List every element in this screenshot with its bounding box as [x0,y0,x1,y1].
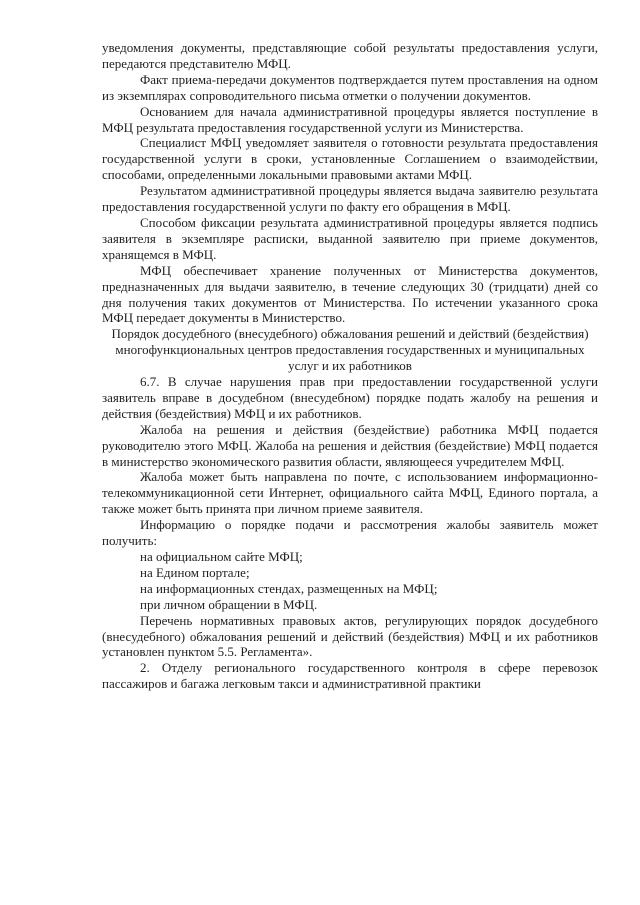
paragraph-complaint-channels: Жалоба может быть направлена по почте, с использованием информационно-телекоммуникационной сети Интернет, официального сайта МФЦ, Единого портала, а также может быть принята при личном приеме заявителя. [102,469,598,517]
paragraph-document-storage: МФЦ обеспечивает хранение полученных от Министерства документов, предназначенных для выдачи заявителю, в течение следующих 30 (тридцати) дней со дня получения таких документов от Министерства. По истечении указанного срока МФЦ передает документы в Министерство. [102,262,598,326]
list-item-information-stands: на информационных стендах, размещенных на МФЦ; [140,580,438,596]
list-item-personal-visit: при личном обращении в МФЦ. [140,596,318,612]
document-page [102,40,598,692]
paragraph-information-sources-intro: Информацию о порядке подачи и рассмотрения жалобы заявитель может получить: [102,517,598,549]
paragraph-clause-6-7: 6.7. В случае нарушения прав при предоставлении государственной услуги заявитель вправе в досудебном (внесудебном) порядке подать жалобу на решения и действия (бездействия) МФЦ и их работников. [102,374,598,421]
paragraph-procedure-result: Результатом административной процедуры является выдача заявителю результата предоставления государственной услуги по факту его обращения в МФЦ. [102,183,598,215]
paragraph-clause-2: 2. Отделу регионального государственного контроля в сфере перевозок пассажиров и багажа легковым такси и административной практики [102,660,598,692]
list-item-unified-portal: на Едином портале; [140,564,250,580]
paragraph-procedure-basis: Основанием для начала административной процедуры является поступление в МФЦ результата предоставления государственной услуги из Министерства. [102,103,598,135]
paragraph-handover-confirmation: Факт приема-передачи документов подтверждается путем проставления на одном из экземплярах сопроводительного письма отметки о получении документов. [102,71,598,103]
paragraph-result-fixation: Способом фиксации результата административной процедуры является подпись заявителя в экземпляре расписки, выданной заявителю при приеме документов, хранящемся в МФЦ. [102,214,598,262]
list-item-official-site: на официальном сайте МФЦ; [140,549,303,564]
paragraph-results-transfer: уведомления документы, представляющие собой результаты предоставления услуги, передаются представителю МФЦ. [102,40,598,71]
paragraph-complaint-addressee: Жалоба на решения и действия (бездействие) работника МФЦ подается руководителю этого МФЦ. Жалоба на решения и действия (бездействие) МФЦ подается в министерство экономического развития области, являющееся учредителем МФЦ. [102,421,598,469]
paragraph-applicant-notification: Специалист МФЦ уведомляет заявителя о готовности результата предоставления государственной услуги в сроки, установленные Соглашением о взаимодействии, способами, определенными локальными правовыми актами МФЦ. [102,135,598,183]
section-heading-appeal-procedure: Порядок досудебного (внесудебного) обжалования решений и действий (бездействия) многофункциональных центров предоставления государственных и муниципальных услуг и их работников [111,326,589,374]
paragraph-regulatory-acts: Перечень нормативных правовых актов, регулирующих порядок досудебного (внесудебного) обжалования решений и действий (бездействия) МФЦ и их работников установлен пунктом 5.5. Регламента». [102,612,598,660]
